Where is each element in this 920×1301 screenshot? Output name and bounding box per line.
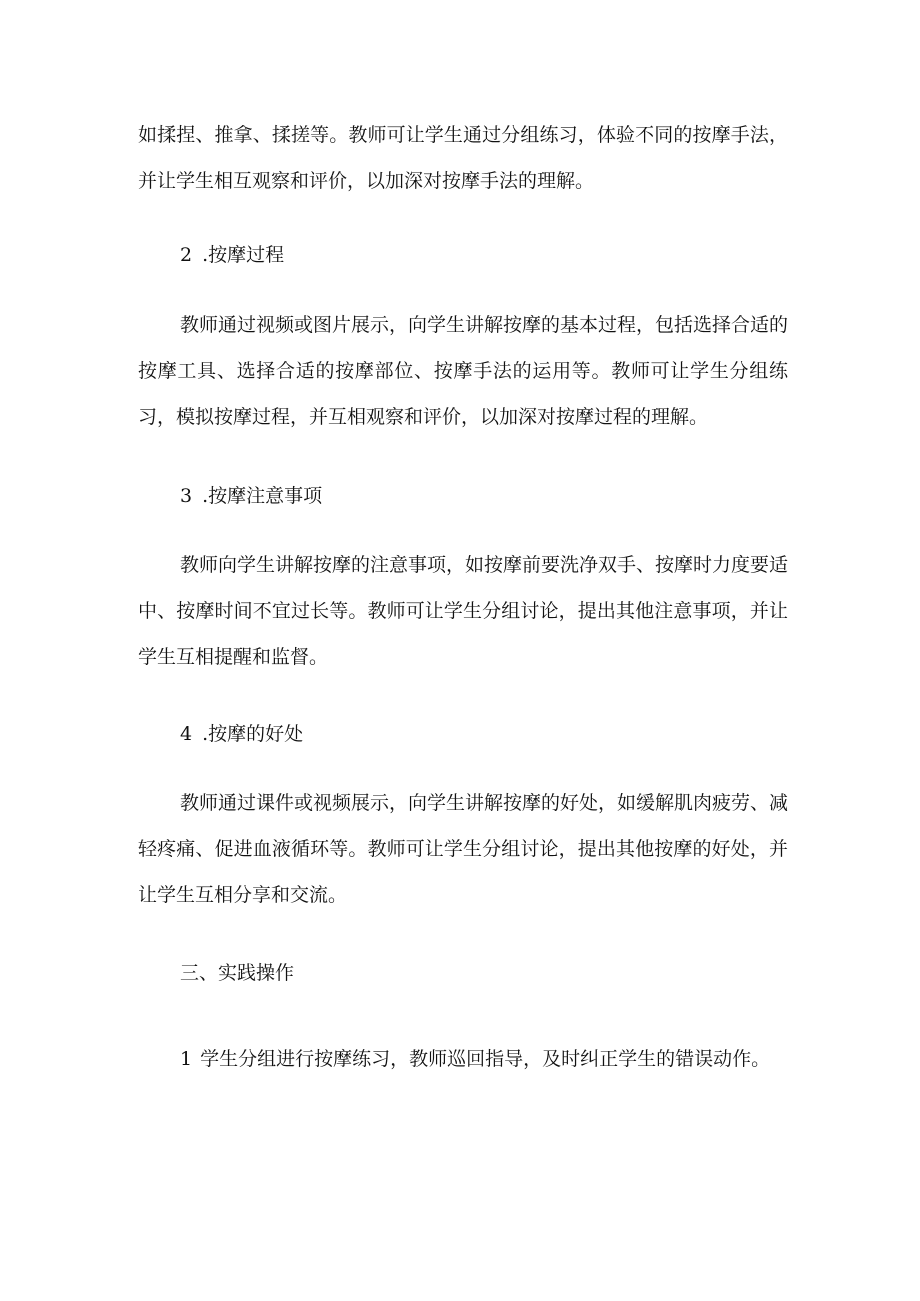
heading-text: .按摩的好处 — [202, 723, 304, 745]
paragraph-massage-techniques: 如揉捏、推拿、揉搓等。教师可让学生通过分组练习，体验不同的按摩手法，并让学生相互观察和评价，以加深对按摩手法的理解。 — [138, 124, 788, 192]
heading-number: 3 — [180, 485, 193, 507]
heading-massage-benefits — [180, 719, 303, 749]
paragraph-massage-process: 教师通过视频或图片展示，向学生讲解按摩的基本过程，包括选择合适的按摩工具、选择合适的按摩部位、按摩手法的运用等。教师可让学生分组练习，模拟按摩过程，并互相观察和评价，以加深对按摩过程的理解。 — [138, 314, 789, 428]
heading-massage-process — [180, 240, 284, 270]
step-text: 学生分组进行按摩练习，教师巡回指导，及时纠正学生的错误动作。 — [200, 1048, 771, 1070]
paragraph-massage-benefits: 教师通过课件或视频展示，向学生讲解按摩的好处，如缓解肌肉疲劳、减轻疼痛、促进血液循环等。教师可让学生分组讨论，提出其他按摩的好处，并让学生互相分享和交流。 — [138, 792, 789, 906]
paragraph-practice-step-1 — [180, 1042, 790, 1076]
section-heading-practice: 三、实践操作 — [180, 962, 295, 984]
step-number: 1 — [180, 1048, 193, 1070]
heading-text: .按摩注意事项 — [202, 485, 323, 507]
heading-number: 2 — [180, 244, 193, 266]
paragraph-massage-precautions: 教师向学生讲解按摩的注意事项，如按摩前要洗净双手、按摩时力度要适中、按摩时间不宜过长等。教师可让学生分组讨论，提出其他注意事项，并让学生互相提醒和监督。 — [138, 554, 789, 668]
heading-text: .按摩过程 — [202, 244, 285, 266]
heading-massage-precautions — [180, 481, 322, 511]
heading-number: 4 — [180, 723, 193, 745]
